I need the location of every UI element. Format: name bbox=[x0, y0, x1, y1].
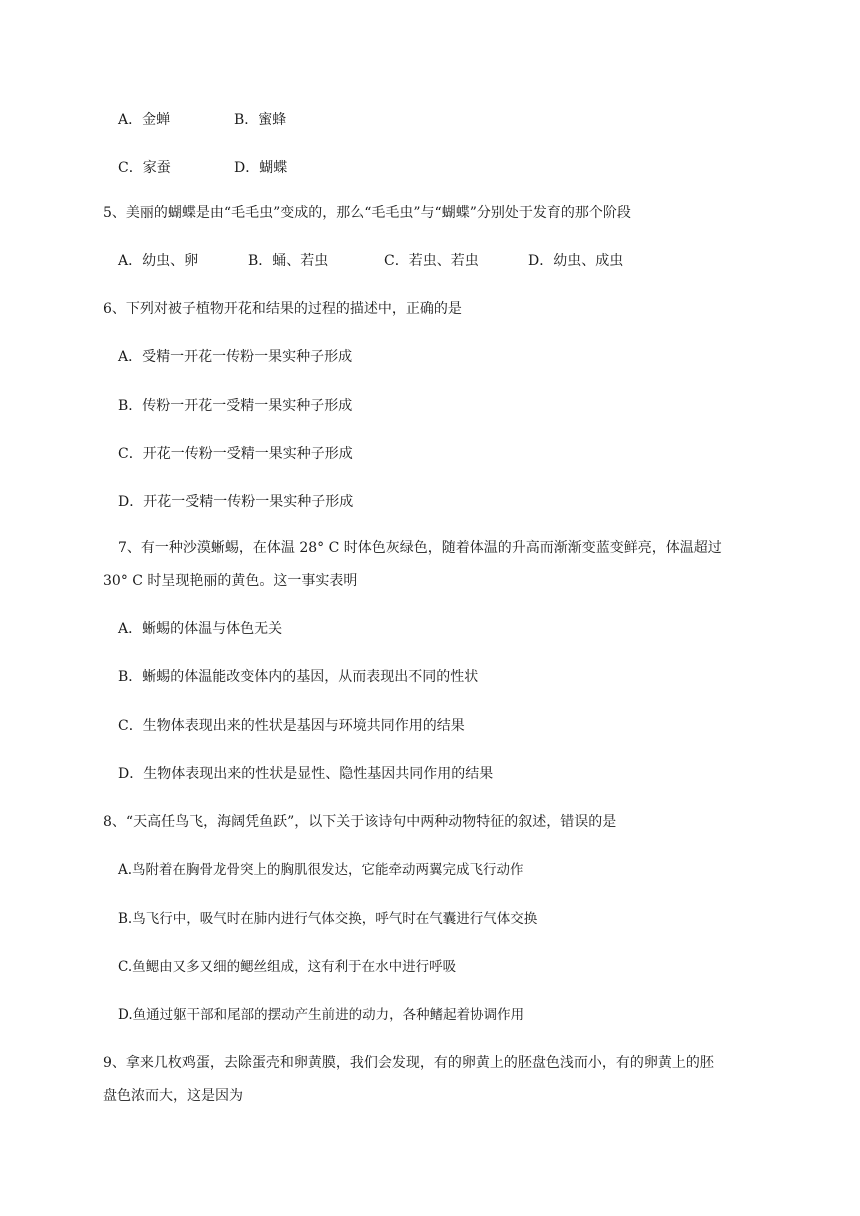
q7-option-c: C．生物体表现出来的性状是基因与环境共同作用的结果 bbox=[118, 718, 465, 734]
q5-option-a: A．幼虫、卵 bbox=[118, 253, 199, 269]
q4-option-d: D．蝴蝶 bbox=[234, 160, 288, 176]
q7-stem-line-1: 7、有一种沙漠蜥蜴，在体温 28° C 时体色灰绿色，随着体温的升高而渐渐变蓝变鲜亮，体温超过 bbox=[118, 540, 722, 556]
q4-option-c: C．家蚕 bbox=[118, 160, 171, 176]
q7-option-d: D．生物体表现出来的性状是显性、隐性基因共同作用的结果 bbox=[118, 766, 494, 782]
q8-option-b: B.鸟飞行中，吸气时在肺内进行气体交换，呼气时在气囊进行气体交换 bbox=[118, 911, 538, 927]
q7-option-b: B．蜥蜴的体温能改变体内的基因，从而表现出不同的性状 bbox=[118, 669, 479, 685]
q9-stem-line-2: 盘色浓而大，这是因为 bbox=[103, 1088, 243, 1104]
q6-option-a: A．受精一开花一传粉一果实种子形成 bbox=[118, 349, 353, 365]
q4-options-row-2 bbox=[118, 158, 418, 178]
q6-option-b: B．传粉一开花一受精一果实种子形成 bbox=[118, 398, 353, 414]
q8-option-a: A.鸟附着在胸骨龙骨突上的胸肌很发达，它能牵动两翼完成飞行动作 bbox=[118, 862, 524, 878]
q5-option-c: C．若虫、若虫 bbox=[384, 253, 479, 269]
q6-stem: 6、下列对被子植物开花和结果的过程的描述中，正确的是 bbox=[103, 301, 462, 317]
q5-stem: 5、美丽的蝴蝶是由“毛毛虫”变成的，那么“毛毛虫”与“蝴蝶”分别处于发育的那个阶段 bbox=[103, 205, 631, 221]
q7-option-a: A．蜥蜴的体温与体色无关 bbox=[118, 621, 283, 637]
q8-stem: 8、“天高任鸟飞，海阔凭鱼跃”，以下关于该诗句中两种动物特征的叙述，错误的是 bbox=[103, 814, 617, 830]
q4-option-a: A．金蝉 bbox=[118, 112, 171, 128]
q7-stem-line-2: 30° C 时呈现艳丽的黄色。这一事实表明 bbox=[103, 573, 358, 589]
q4-option-b: B．蜜蜂 bbox=[234, 112, 287, 128]
q8-option-d: D.鱼通过躯干部和尾部的摆动产生前进的动力，各种鳍起着协调作用 bbox=[118, 1007, 525, 1023]
q5-options bbox=[118, 251, 738, 271]
q6-option-c: C．开花一传粉一受精一果实种子形成 bbox=[118, 446, 353, 462]
q6-option-d: D．开花一受精一传粉一果实种子形成 bbox=[118, 494, 354, 510]
q5-option-b: B．蛹、若虫 bbox=[248, 253, 329, 269]
q8-option-c: C.鱼鳃由又多又细的鳃丝组成，这有利于在水中进行呼吸 bbox=[118, 959, 457, 975]
q5-option-d: D．幼虫、成虫 bbox=[528, 253, 624, 269]
q4-options-row-1 bbox=[118, 110, 418, 130]
q9-stem-line-1: 9、拿来几枚鸡蛋，去除蛋壳和卵黄膜，我们会发现，有的卵黄上的胚盘色浅而小，有的卵黄上的胚 bbox=[103, 1055, 714, 1071]
